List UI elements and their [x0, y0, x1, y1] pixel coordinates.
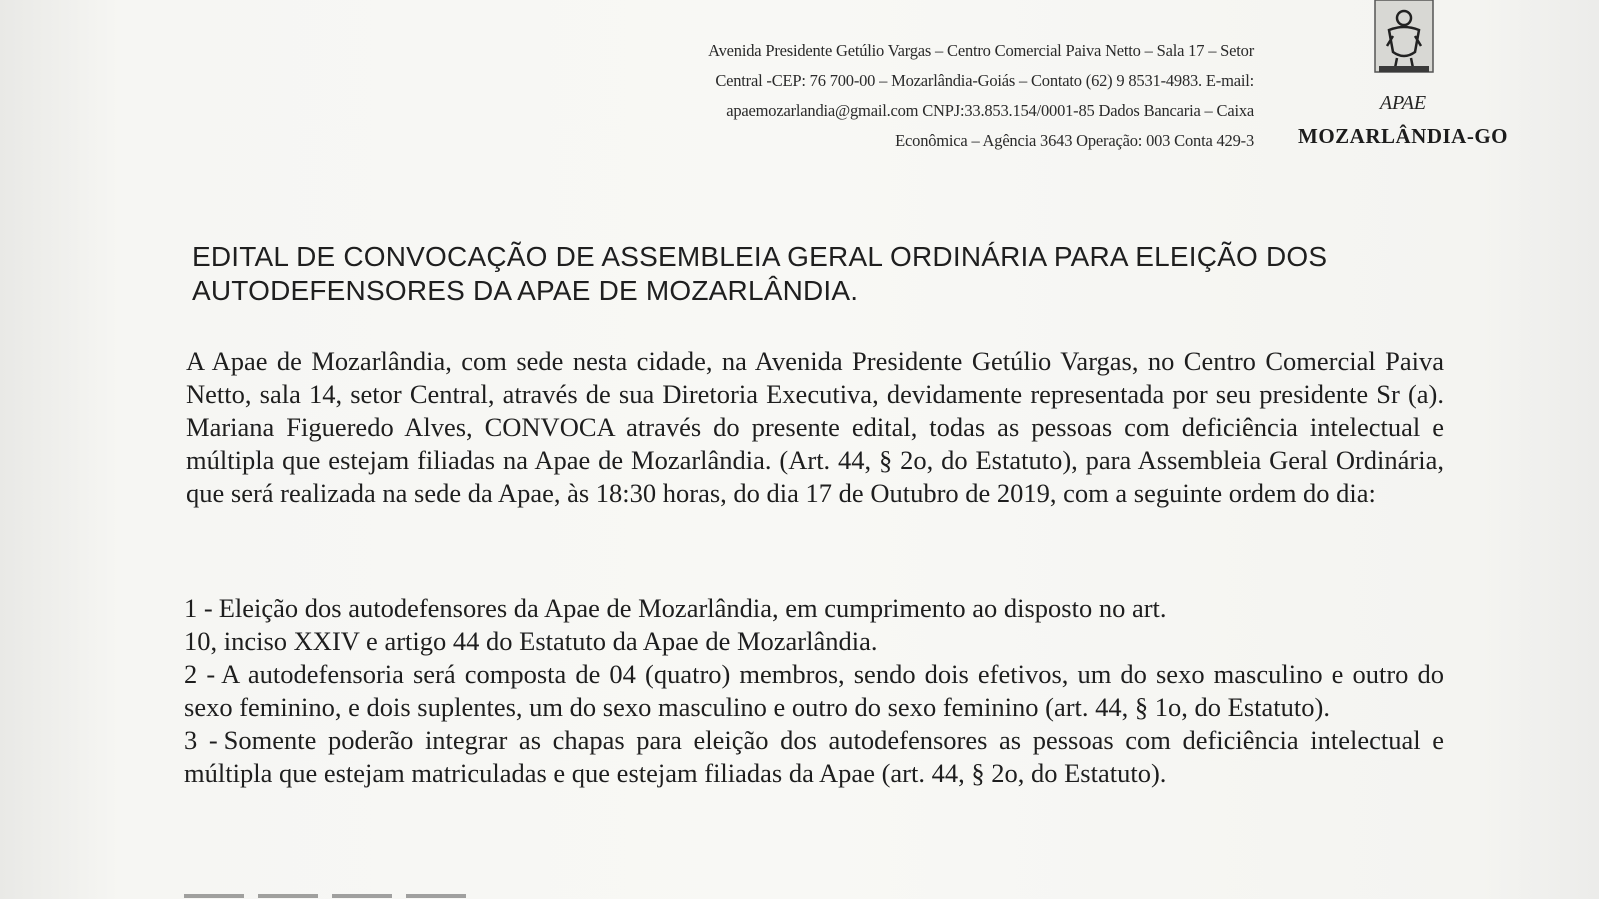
document-title: [192, 240, 1472, 308]
apae-emblem-icon: [1373, 0, 1435, 76]
title-line: EDITAL DE CONVOCAÇÃO DE ASSEMBLEIA GERAL ORDINÁRIA PARA ELEIÇÃO DOS: [192, 241, 1328, 272]
logo-name: APAE: [1379, 92, 1427, 114]
agenda-item-3: [184, 724, 1444, 790]
item-text: A autodefensoria será composta de 04 (quatro) membros, sendo dois efetivos, um do sexo masculino e outro do sexo feminino, e dois suplentes, um do sexo masculino e outro do sexo feminino (art. 44, § 1o, do Estatuto).: [184, 659, 1444, 722]
header-address: [420, 36, 1254, 156]
address-line: apaemozarlandia@gmail.com CNPJ:33.853.154/0001-85 Dados Bancaria – Caixa: [726, 101, 1254, 120]
item-text-continued: 10, inciso XXIV e artigo 44 do Estatuto da Apae de Mozarlândia.: [184, 626, 878, 656]
title-line: AUTODEFENSORES DA APAE DE MOZARLÂNDIA.: [192, 275, 859, 306]
agenda-item-2: [184, 658, 1444, 724]
agenda-item-1: [184, 592, 1444, 658]
apae-logo: [1278, 0, 1528, 150]
cut-off-text-line: [184, 880, 584, 899]
item-number: 3 -: [184, 725, 218, 755]
intro-paragraph: A Apae de Mozarlândia, com sede nesta cidade, na Avenida Presidente Getúlio Vargas, no Centro Comercial Paiva Netto, sala 14, setor Central, através de sua Diretoria Executiva, devidamente representada por seu presidente Sr (a). Mariana Figueredo Alves, CONVOCA através do presente edital, todas as pessoas com deficiência intelectual e múltipla que estejam filiadas na Apae de Mozarlândia. (Art. 44, § 2o, do Estatuto), para Assembleia Geral Ordinária, que será realizada na sede da Apae, às 18:30 horas, do dia 17 de Outubro de 2019, com a seguinte ordem do dia:: [186, 346, 1444, 508]
agenda-list: [184, 592, 1444, 790]
address-line: Econômica – Agência 3643 Operação: 003 Conta 429-3: [895, 131, 1254, 150]
item-text: Somente poderão integrar as chapas para eleição dos autodefensores as pessoas com deficiência intelectual e múltipla que estejam matriculadas e que estejam filiadas da Apae (art. 44, § 2o, do Estatuto).: [184, 725, 1444, 788]
address-line: Avenida Presidente Getúlio Vargas – Centro Comercial Paiva Netto – Sala 17 – Setor: [708, 41, 1254, 60]
item-number: 1 -: [184, 593, 213, 623]
item-number: 2 -: [184, 659, 216, 689]
address-line: Central -CEP: 76 700-00 – Mozarlândia-Goiás – Contato (62) 9 8531-4983. E-mail:: [715, 71, 1254, 90]
item-text: Eleição dos autodefensores da Apae de Mozarlândia, em cumprimento ao disposto no art.: [218, 593, 1167, 623]
logo-city: MOZARLÂNDIA-GO: [1298, 124, 1508, 148]
